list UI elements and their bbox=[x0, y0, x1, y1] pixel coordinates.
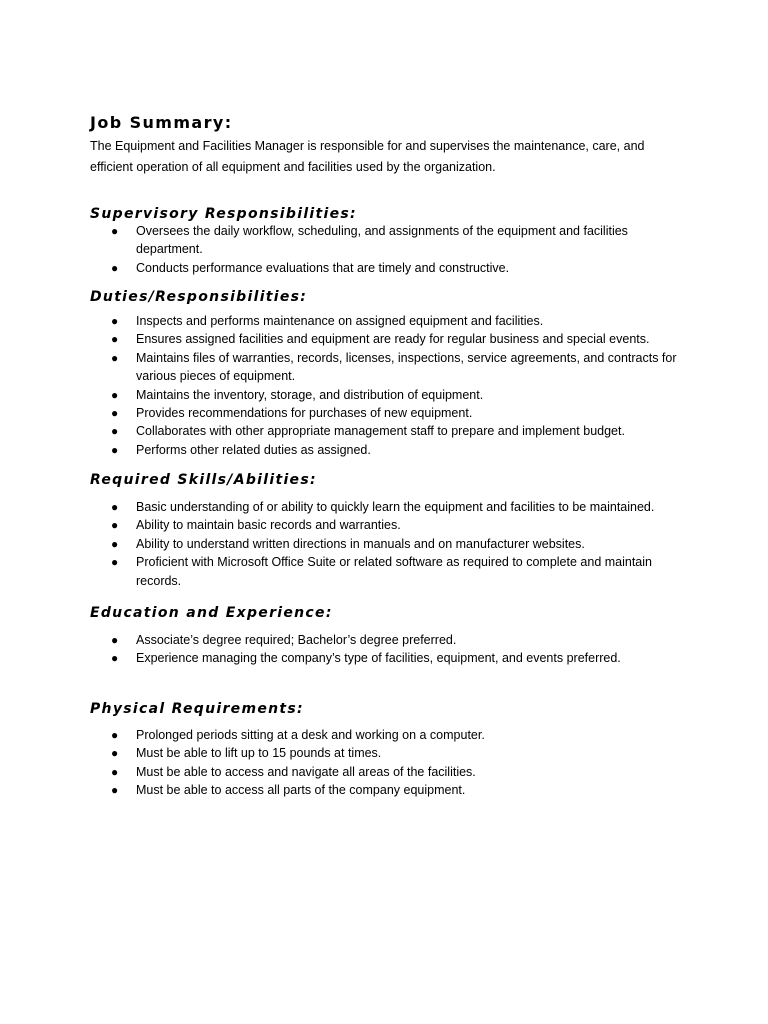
supervisory-list bbox=[90, 222, 680, 277]
list-item: ● Ability to understand written directions in manuals and on manufacturer websites. bbox=[90, 535, 680, 553]
skills-heading: Required Skills/Abilities: bbox=[90, 472, 317, 488]
bullet-icon: ● bbox=[111, 350, 119, 365]
education-heading: Education and Experience: bbox=[90, 605, 333, 621]
list-item: ● Ability to maintain basic records and warranties. bbox=[90, 516, 680, 534]
list-item: ● Experience managing the company’s type of facilities, equipment, and events preferred. bbox=[90, 649, 680, 667]
list-item: ● Associate’s degree required; Bachelor’s degree preferred. bbox=[90, 631, 680, 649]
bullet-icon: ● bbox=[111, 555, 119, 570]
list-item: ● Ensures assigned facilities and equipment are ready for regular business and special events. bbox=[90, 330, 680, 348]
bullet-icon: ● bbox=[111, 500, 119, 514]
list-item: ● Maintains files of warranties, records, licenses, inspections, service agreements, and contracts for various pieces of equipment. bbox=[111, 350, 677, 384]
list-item: ● Maintains the inventory, storage, and distribution of equipment. bbox=[90, 386, 680, 404]
bullet-icon: ● bbox=[111, 424, 119, 439]
duties-list bbox=[90, 312, 680, 459]
list-item: ● Prolonged periods sitting at a desk and working on a computer. bbox=[90, 726, 680, 744]
bullet-icon: ● bbox=[111, 406, 119, 421]
bullet-icon: ● bbox=[111, 442, 119, 457]
list-item: ● Must be able to access and navigate all areas of the facilities. bbox=[90, 763, 680, 781]
list-item: ● Proficient with Microsoft Office Suite or related software as required to complete and maintain records. bbox=[111, 555, 652, 588]
bullet-icon: ● bbox=[111, 633, 119, 647]
bullet-icon: ● bbox=[111, 332, 119, 347]
list-item: ● Provides recommendations for purchases of new equipment. bbox=[90, 404, 680, 422]
list-item: ● Basic understanding of or ability to quickly learn the equipment and facilities to be maintained. bbox=[90, 498, 680, 516]
bullet-icon: ● bbox=[111, 783, 119, 798]
list-item: ● Collaborates with other appropriate management staff to prepare and implement budget. bbox=[90, 422, 680, 440]
bullet-icon: ● bbox=[111, 651, 119, 666]
physical-list bbox=[90, 726, 680, 800]
bullet-icon: ● bbox=[111, 728, 119, 742]
duties-heading: Duties/Responsibilities: bbox=[90, 289, 308, 305]
list-item: ● Performs other related duties as assigned. bbox=[90, 441, 680, 459]
list-item: ● Conducts performance evaluations that are timely and constructive. bbox=[90, 259, 680, 277]
physical-heading: Physical Requirements: bbox=[90, 701, 304, 717]
supervisory-heading: Supervisory Responsibilities: bbox=[90, 206, 357, 222]
bullet-icon: ● bbox=[111, 746, 119, 761]
list-item: ● Must be able to access all parts of the company equipment. bbox=[90, 781, 680, 799]
skills-list bbox=[90, 498, 680, 590]
bullet-icon: ● bbox=[111, 314, 119, 328]
education-list bbox=[90, 631, 680, 668]
bullet-icon: ● bbox=[111, 764, 119, 779]
bullet-icon: ● bbox=[111, 536, 119, 551]
list-item: ● Must be able to lift up to 15 pounds at times. bbox=[90, 744, 680, 762]
bullet-icon: ● bbox=[111, 387, 119, 402]
list-item: ● Inspects and performs maintenance on assigned equipment and facilities. bbox=[90, 312, 680, 330]
bullet-icon: ● bbox=[111, 260, 119, 275]
bullet-icon: ● bbox=[111, 224, 119, 238]
job-summary-text: The Equipment and Facilities Manager is responsible for and supervises the maintenance, care, and efficient operation of all equipment and facilities used by the organization. bbox=[90, 139, 645, 174]
bullet-icon: ● bbox=[111, 518, 119, 533]
job-summary-heading: Job Summary: bbox=[90, 113, 233, 132]
list-item: ● Oversees the daily workflow, scheduling, and assignments of the equipment and facilities department. bbox=[111, 224, 628, 257]
